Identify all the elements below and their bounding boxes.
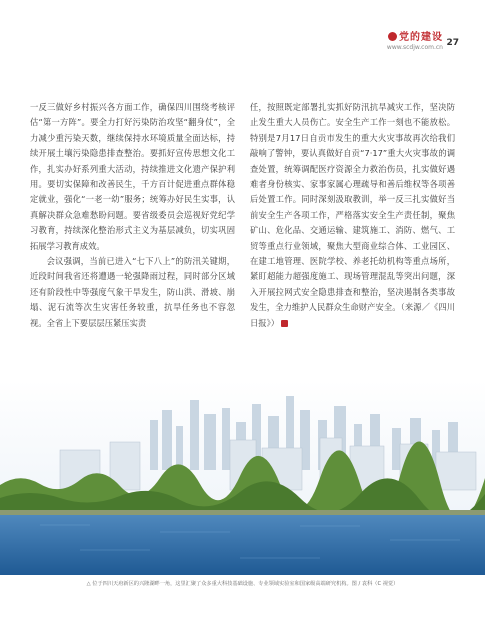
party-emblem-icon (388, 32, 397, 41)
lakeside-city-photo (0, 380, 485, 575)
article-column-left (30, 100, 235, 380)
magazine-logo: 党的建设 (399, 32, 443, 43)
article-paragraph-text: 任，按照既定部署扎实抓好防汛抗旱减灾工作，坚决防止发生重大人员伤亡。安全生产工作一刻也不能放松。特别是7月17日自贡市发生的重大火灾事故再次给我们敲响了警钟，要认真做好自贡“7·17”重大火灾事故的调查处置，统筹调配医疗资源全力救治伤员，扎实做好遇难者身份核实、家事家属心理疏导和善后维权等各项善后处置工作。同时深刻汲取教训，举一反三扎实做好当前安全生产各项工作，严格落实安全生产责任制，聚焦矿山、危化品、交通运输、建筑施工、消防、燃气、工贸等重点行业领域，聚焦大型商业综合体、工业园区、在建工地管理、医院学校、养老托幼机构等重点场所，紧盯超能力超强度施工、现场管理混乱等突出问题，深入开展拉网式安全隐患排查和整治，坚决遏制各类事故发生，全力维护人民群众生命财产安全。（来源／《四川日报》） (250, 102, 455, 328)
photo-caption: △ 位于四川天府新区的兴隆湖畔一角，这里汇聚了众多重大科技基础设施、专业领域实验室和国家级高端研究机构。图 / 袁科（C 视觉） (86, 581, 399, 587)
article-paragraph (250, 100, 455, 331)
article-paragraph: 会议强调，当前已进入“七下八上”的防汛关键期，近段时间我省还将遭遇一轮强降雨过程，同时部分区域还有阶段性中等强度气象干旱发生，防山洪、滑坡、崩塌、泥石流等次生灾害任务较重，抗旱任务也不容忽视。全省上下要层层压紧压实责 (30, 256, 235, 328)
article-column-right (250, 100, 455, 380)
magazine-masthead (387, 32, 443, 52)
page-number: 27 (446, 38, 459, 48)
article-body (30, 100, 455, 380)
article-end-mark-icon (281, 320, 288, 327)
page-header (0, 0, 485, 60)
website-url: www.scdjw.com.cn (386, 44, 443, 51)
article-paragraph: 一反三做好乡村振兴各方面工作，确保四川围绕考核评估“第一方阵”。要全力打好污染防治攻坚“翻身仗”，全力减少重污染天数，继续保持水环境质量全面达标，持续开展土壤污染隐患排查整治。要抓好宣传思想文化工作，扎实办好系列重大活动，持续推进文化遗产保护利用。要切实保障和改善民生，千方百计促进重点群体稳定就业，强化“一老一幼”服务；统筹办好民生实事，认真解决群众急难愁盼问题。要省级委员会巡视好党纪学习教育，持续深化整治形式主义为基层减负，切实巩固拓展学习教育成效。 (30, 102, 235, 251)
